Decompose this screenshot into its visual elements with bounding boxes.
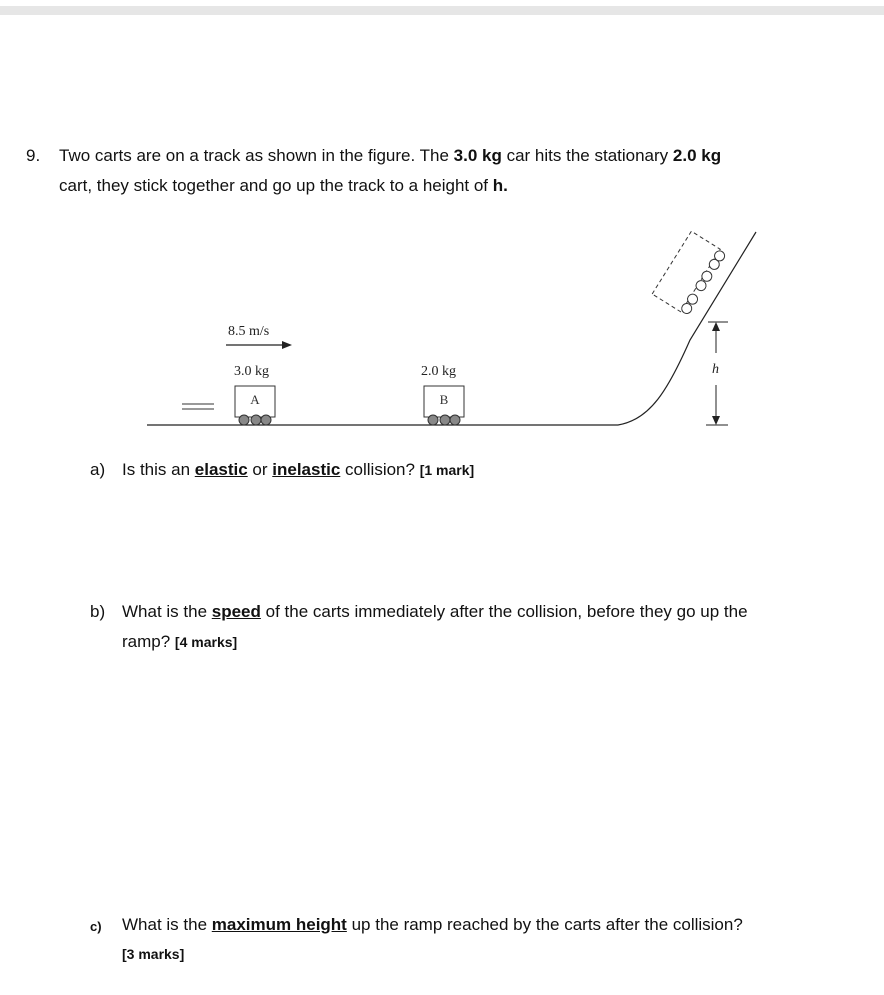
part-c-text: What is the maximum height up the ramp reached by the carts after the collision?	[122, 915, 743, 934]
top-border	[0, 6, 884, 15]
mass-b-bold: 2.0 kg	[672, 146, 722, 165]
height-arrow-down	[712, 416, 720, 425]
velocity-label: 8.5 m/s	[228, 324, 270, 339]
cart-b-mass-label: 2.0 kg	[421, 364, 456, 379]
maximum-height-term: maximum height	[211, 915, 347, 934]
cart-a-wheel-mid	[251, 415, 261, 425]
height-bold: h.	[492, 176, 508, 195]
cart-b-letter: B	[439, 392, 449, 407]
combined-carts-outline	[652, 231, 720, 312]
part-c-marks: [3 marks]	[122, 946, 185, 962]
part-b-text-line-2: ramp? [4 marks]	[122, 632, 238, 651]
part-b-letter: b)	[90, 602, 106, 621]
cart-a-mass-label: 3.0 kg	[234, 364, 269, 379]
combined-carts-on-ramp	[652, 231, 727, 316]
cart-b-wheel-left	[428, 415, 438, 425]
height-label: h	[712, 362, 719, 377]
cart-a-wheel-left	[239, 415, 249, 425]
cart-a-letter: A	[250, 392, 260, 407]
part-b-marks: [4 marks]	[174, 634, 238, 650]
part-a-text: Is this an elastic or inelastic collision? [1 mark]	[122, 460, 475, 479]
elastic-term: elastic	[194, 460, 248, 479]
question-text-line-1: Two carts are on a track as shown in the figure. The 3.0 kg car hits the stationary 2.0 kg	[59, 146, 722, 165]
cart-b-wheel-mid	[440, 415, 450, 425]
part-c-marks-line	[122, 943, 184, 965]
carts-ramp-figure	[0, 220, 884, 435]
mass-a-bold: 3.0 kg	[453, 146, 502, 165]
height-arrow-up	[712, 322, 720, 331]
part-a-marks: [1 mark]	[419, 462, 475, 478]
velocity-arrowhead	[282, 341, 292, 349]
part-c-letter: c)	[90, 919, 102, 934]
speed-term: speed	[211, 602, 261, 621]
cart-a-wheel-right	[261, 415, 271, 425]
inelastic-term: inelastic	[272, 460, 341, 479]
cart-b-wheel-right	[450, 415, 460, 425]
question-text-line-2: cart, they stick together and go up the track to a height of h.	[59, 176, 508, 195]
part-b-text-line-1: What is the speed of the carts immediately after the collision, before they go up the	[122, 602, 748, 621]
question-number: 9.	[26, 146, 41, 165]
part-a-letter: a)	[90, 460, 106, 479]
